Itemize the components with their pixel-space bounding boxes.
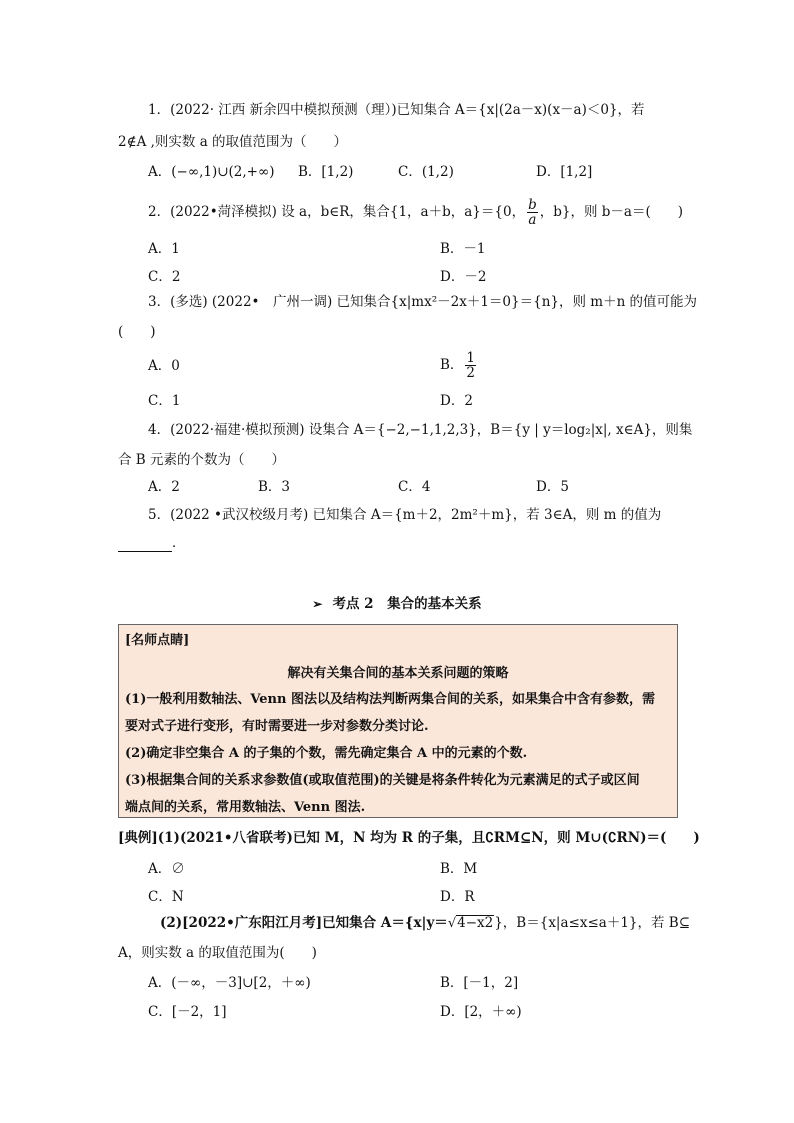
q2-set-close: ，b} xyxy=(539,204,571,220)
q5-line-end: ． xyxy=(172,535,186,551)
q3-option-b-num: 1 xyxy=(466,350,476,366)
q1-option-c: C．(1,2) xyxy=(398,164,454,180)
example2-option-d: D．[2，＋∞) xyxy=(440,1004,522,1020)
example2-stem-post: }，B＝{x|a≤x≤a＋1}，若 B⊆ xyxy=(494,915,691,931)
q1-option-d: D．[1,2] xyxy=(536,164,593,180)
example2-option-c: C．[－2，1] xyxy=(148,1004,227,1020)
arrow-bullet-icon: ➢ xyxy=(312,597,323,611)
tip-box-point3-line1: (3)根据集合间的关系求参数值(或取值范围)的关键是将条件转化为元素满足的式子或区间 xyxy=(125,773,640,788)
tip-box-heading: 解决有关集合间的基本关系问题的策略 xyxy=(287,666,509,681)
q4-option-c: C．4 xyxy=(398,479,431,495)
q2-frac-den: a xyxy=(528,212,537,228)
example1-option-b: B．M xyxy=(440,861,478,877)
example1-option-a: A．∅ xyxy=(148,861,185,877)
q3-option-b-den: 2 xyxy=(466,365,476,381)
q4-option-b: B．3 xyxy=(258,479,291,495)
tip-box-point3-line2: 端点间的关系，常用数轴法、Venn 图法. xyxy=(125,800,366,815)
q1-option-a: A．(−∞,1)∪(2,+∞) xyxy=(148,164,275,180)
q1-option-b: B．[1,2) xyxy=(298,164,354,180)
q2-option-d: D．－2 xyxy=(440,269,487,285)
q4-option-d: D．5 xyxy=(536,479,569,495)
section-heading xyxy=(0,592,794,612)
q4-option-a: A．2 xyxy=(148,479,180,495)
q3-option-b-prefix: B． xyxy=(440,357,464,373)
q2-option-b: B．－1 xyxy=(440,241,486,257)
example1-stem: [典例](1)(2021•八省联考)已知 M，N 均为 R 的子集，且∁RM⊆N，则 M∪(∁RN)＝( ) xyxy=(118,830,700,846)
q3-option-c: C．1 xyxy=(148,393,181,409)
example2-stem-line1: (2)[2022•广东阳江月考]已知集合 A＝{x|y＝√4−x2}，B＝{x|a≤x≤a＋1}，若 B⊆ xyxy=(160,915,691,931)
q1-stem-line2: 2∉A ,则实数 a 的取值范围为（ ） xyxy=(118,134,348,150)
tip-box-point1-line1: (1)一般利用数轴法、Venn 图法以及结构法判断两集合间的关系，如果集合中含有参数，需 xyxy=(125,692,655,707)
tip-box-point1-line2: 要对式子进行变形，有时需要进一步对参数分类讨论. xyxy=(125,719,429,734)
q2-option-a: A．1 xyxy=(148,241,180,257)
q2-stem xyxy=(148,198,683,227)
example1-option-c: C．N xyxy=(148,889,184,905)
q4-stem-line1: 4．(2022·福建·模拟预测) 设集合 A＝{−2,−1,1,2,3}，B＝{y | y＝log₂|x|, x∈A}，则集 xyxy=(148,422,693,438)
q5-stem-line1: 5．(2022 •武汉校级月考) 已知集合 A＝{m＋2，2m²＋m}，若 3∈A，则 m 的值为 xyxy=(148,507,662,523)
q2-fraction xyxy=(527,198,538,227)
example2-option-a: A．(－∞，－3]∪[2，＋∞) xyxy=(148,975,311,991)
example1-option-d: D．R xyxy=(440,889,475,905)
q2-set-open: {0， xyxy=(494,204,526,220)
q1-stem-line1: 1．(2022· 江西 新余四中模拟预测（理）)已知集合 A＝{x|(2a－x)(x－a)＜0}，若 xyxy=(148,102,645,118)
q5-answer-blank[interactable] xyxy=(118,537,172,552)
q3-stem-line2: ( ) xyxy=(118,324,156,340)
example2-sqrt: 4−x2 xyxy=(457,915,494,931)
q2-stem-prefix: 2．(2022•菏泽模拟) 设 a，b∈R，集合{1，a＋b，a}＝ xyxy=(148,204,495,220)
q2-stem-suffix: ，则 b－a＝( ) xyxy=(570,204,683,220)
tip-box xyxy=(118,624,678,818)
q3-option-b-fraction xyxy=(465,351,476,380)
example2-stem-pre: (2)[2022•广东阳江月考]已知集合 A＝{x|y＝ xyxy=(160,915,448,931)
q3-stem-line1: 3．(多选) (2022• 广州一调) 已知集合{x|mx²－2x＋1＝0}＝{n}，则 m＋n 的值可能为 xyxy=(148,294,698,310)
example2-stem-line2: A，则实数 a 的取值范围为( ) xyxy=(118,945,317,961)
tip-box-point2: (2)确定非空集合 A 的子集的个数，需先确定集合 A 中的元素的个数. xyxy=(125,746,528,761)
q4-stem-line2: 合 B 元素的个数为（ ） xyxy=(118,452,286,468)
q2-frac-num: b xyxy=(528,197,537,213)
tip-box-label: [名师点睛] xyxy=(125,633,190,648)
example2-option-b: B．[－1，2] xyxy=(440,975,519,991)
section-title: 考点 2 集合的基本关系 xyxy=(332,596,482,612)
q2-option-c: C．2 xyxy=(148,269,181,285)
q3-option-a: A．0 xyxy=(148,358,180,374)
q3-option-b xyxy=(440,348,478,382)
q5-stem-line2 xyxy=(118,534,186,552)
q3-option-d: D．2 xyxy=(440,393,473,409)
